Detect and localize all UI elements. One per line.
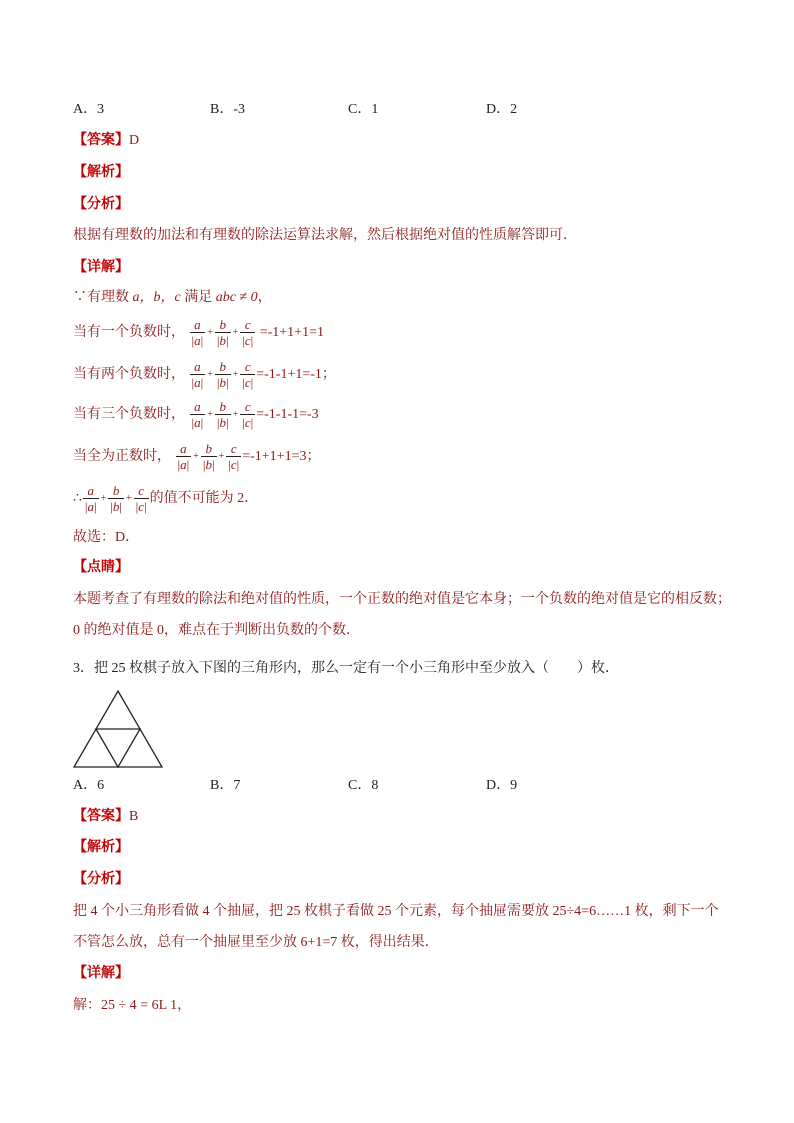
fraction-b: $\frac{b}{|b|}$: [216, 399, 229, 430]
answer-line: [73, 807, 138, 827]
question-3: 3．把 25 枚棋子放入下图的三角形内，那么一定有一个小三角形中至少放入（ ）枚．: [73, 661, 619, 676]
solution-line: 解：25 ÷ 4 = 6L 1，: [73, 998, 192, 1013]
jiexi-tag: 【解析】: [73, 840, 129, 855]
case-prefix: 当全为正数时，: [73, 449, 171, 465]
choice-c: C．1: [348, 102, 379, 117]
fenxi-text: 不管怎么放，总有一个抽屉里至少放 6+1=7 枚，得出结果．: [73, 935, 439, 950]
condition-line: [73, 288, 272, 308]
answer-value: B: [129, 809, 139, 824]
answer-value: D: [129, 133, 140, 148]
case-line: 当全为正数时， $\frac{a}{|a|}$ + $\frac{b}{|b|}$ + $\frac{c}{|c|}$ =-1+1+1=3；: [73, 441, 321, 472]
choice-b: B．7: [210, 778, 241, 793]
choice-a: A．6: [73, 778, 105, 793]
xiangjie-tag: 【详解】: [73, 966, 129, 981]
choose-line: 故选：D．: [73, 530, 140, 545]
case-result: =-1+1+1=3；: [242, 449, 321, 464]
fraction-a: $\frac{a}{|a|}$: [177, 441, 190, 472]
fraction-a: $\frac{a}{|a|}$: [191, 399, 204, 430]
choice-d: D．9: [486, 778, 518, 793]
fraction-c: $\frac{c}{|c|}$: [242, 399, 254, 430]
dianjing-text: 0 的绝对值是 0，难点在于判断出负数的个数．: [73, 623, 360, 638]
condition-vars: a，b，c: [132, 290, 181, 305]
case-line: 当有一个负数时， $\frac{a}{|a|}$ + $\frac{b}{|b|}$ + $\frac{c}{|c|}$ =-1+1+1=1: [73, 317, 324, 348]
conclusion-prefix: ∴: [73, 491, 82, 507]
choice-d: D．2: [486, 102, 518, 117]
fenxi-tag: 【分析】: [73, 197, 129, 212]
fraction-a: $\frac{a}{|a|}$: [191, 317, 204, 348]
fraction-a: $\frac{a}{|a|}$: [191, 359, 204, 390]
fraction-c: $\frac{c}{|c|}$: [242, 359, 254, 390]
condition-expr: abc ≠ 0: [215, 290, 258, 305]
fraction-b: $\frac{b}{|b|}$: [216, 359, 229, 390]
fenxi-text: 把 4 个小三角形看做 4 个抽屉，把 25 枚棋子看做 25 个元素，每个抽屉需要放 25÷4=6……1 枚，剩下一个: [73, 904, 719, 919]
case-line: 当有三个负数时， $\frac{a}{|a|}$ + $\frac{b}{|b|}$ + $\frac{c}{|c|}$ =-1-1-1=-3: [73, 399, 319, 430]
choice-b: B．-3: [210, 102, 245, 117]
fenxi-text: 根据有理数的加法和有理数的除法运算法求解，然后根据绝对值的性质解答即可．: [73, 228, 577, 243]
case-prefix: 当有一个负数时，: [73, 325, 185, 341]
answer-line: [73, 131, 139, 151]
fraction-b: $\frac{b}{|b|}$: [202, 441, 215, 472]
triangle-figure: [72, 690, 164, 770]
fraction-b: $\frac{b}{|b|}$: [110, 483, 122, 514]
jiexi-tag: 【解析】: [73, 165, 129, 180]
fraction-c: $\frac{c}{|c|}$: [135, 483, 147, 514]
condition-mid: 满足: [184, 290, 213, 305]
case-prefix: 当有两个负数时，: [73, 367, 185, 383]
dianjing-tag: 【点睛】: [73, 560, 129, 575]
fraction-c: $\frac{c}{|c|}$: [242, 317, 254, 348]
case-prefix: 当有三个负数时，: [73, 407, 185, 423]
condition-end: ，: [257, 290, 272, 305]
fraction-b: $\frac{b}{|b|}$: [216, 317, 229, 348]
fraction-c: $\frac{c}{|c|}$: [228, 441, 240, 472]
case-result: =-1+1+1=1: [259, 325, 324, 340]
answer-tag: 【答案】: [73, 133, 129, 148]
fraction-a: $\frac{a}{|a|}$: [84, 483, 97, 514]
dianjing-text: 本题考查了有理数的除法和绝对值的性质，一个正数的绝对值是它本身；一个负数的绝对值是它的相反数；: [73, 592, 731, 607]
choice-a: A．3: [73, 102, 105, 117]
answer-tag: 【答案】: [73, 809, 129, 824]
choice-c: C．8: [348, 778, 379, 793]
condition-prefix: ∵有理数: [73, 290, 129, 305]
xiangjie-tag: 【详解】: [73, 260, 129, 275]
case-result: =-1-1+1=-1；: [256, 367, 336, 382]
conclusion-suffix: 的值不可能为 2．: [149, 491, 259, 506]
case-result: =-1-1-1=-3: [256, 407, 319, 422]
fenxi-tag: 【分析】: [73, 872, 129, 887]
conclusion-line: ∴ $\frac{a}{|a|}$ + $\frac{b}{|b|}$ + $\frac{c}{|c|}$ 的值不可能为 2．: [73, 483, 259, 514]
case-line: 当有两个负数时， $\frac{a}{|a|}$ + $\frac{b}{|b|}$ + $\frac{c}{|c|}$ =-1-1+1=-1；: [73, 359, 336, 390]
